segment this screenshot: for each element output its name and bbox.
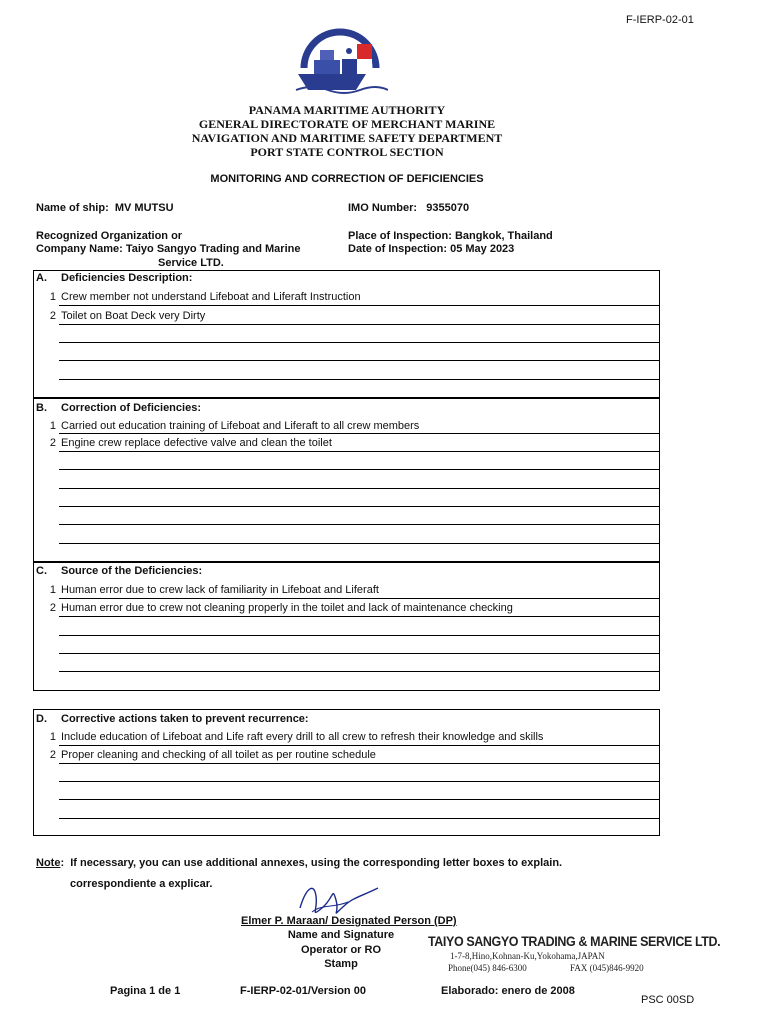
company-label: Company Name: (36, 243, 123, 255)
section-a-title: Deficiencies Description: (61, 272, 193, 284)
stamp-fax: FAX (045)846-9920 (570, 963, 644, 973)
section-d-line (59, 763, 660, 764)
section-c-line (59, 653, 660, 654)
company-row (36, 243, 300, 255)
section-b-line (59, 451, 660, 452)
section-b-item-2-text: Engine crew replace defective valve and clean the toilet (61, 437, 332, 449)
ship-name-row (36, 202, 174, 214)
header-line1: PANAMA MARITIME AUTHORITY (248, 103, 446, 117)
section-d-item-2-num: 2 (49, 749, 56, 761)
panama-maritime-logo (292, 28, 388, 98)
date-label: Date of Inspection: (348, 243, 448, 255)
header-line4: PORT STATE CONTROL SECTION (250, 145, 444, 159)
section-b-item-1-num: 1 (49, 420, 56, 432)
section-a-line (59, 305, 660, 306)
section-b-line (59, 506, 660, 507)
section-c-item-2-num: 2 (49, 602, 56, 614)
section-c-item-1-text: Human error due to crew lack of familiarity in Lifeboat and Liferaft (61, 584, 379, 596)
company-value: Taiyo Sangyo Trading and Marine (125, 243, 301, 255)
section-b-title: Correction of Deficiencies: (61, 402, 201, 414)
section-a-letter: A. (36, 272, 47, 284)
signatory-name: Elmer P. Maraan/ Designated Person (DP) (241, 915, 457, 927)
section-d-line (59, 745, 660, 746)
section-b-line (59, 433, 660, 434)
section-c-title: Source of the Deficiencies: (61, 565, 203, 577)
place-row (348, 230, 553, 242)
section-b-line (59, 469, 660, 470)
section-c-letter: C. (36, 565, 47, 577)
section-a-line (59, 324, 660, 325)
company-stamp (428, 934, 721, 976)
section-a-item-2-num: 2 (49, 310, 56, 322)
section-d-title: Corrective actions taken to prevent recurrence: (61, 713, 309, 725)
section-d-letter: D. (36, 713, 47, 725)
section-d-line (59, 818, 660, 819)
stamp-company: TAIYO SANGYO TRADING & MARINE SERVICE LTD. (428, 934, 721, 950)
section-c-item-1-num: 1 (49, 584, 56, 596)
section-b-letter: B. (36, 402, 47, 414)
place-label: Place of Inspection: (348, 230, 452, 242)
note-row: Note: If necessary, you can use additional annexes, using the corresponding letter boxes to explain. (36, 857, 563, 869)
section-d-item-1-num: 1 (49, 731, 56, 743)
note-text: If necessary, you can use additional annexes, using the corresponding letter boxes to explain. (70, 857, 563, 869)
section-c-line (59, 598, 660, 599)
note-text-2: correspondiente a explicar. (70, 878, 213, 890)
ship-name-value: MV MUTSU (114, 202, 174, 214)
footer-page: Pagina 1 de 1 (110, 985, 181, 997)
date-value: 05 May 2023 (450, 243, 515, 255)
footer-elaborado: Elaborado: enero de 2008 (441, 985, 575, 997)
imo-label: IMO Number: (348, 202, 418, 214)
section-b-line (59, 524, 660, 525)
section-d-box (33, 709, 660, 836)
section-a-item-2-text: Toilet on Boat Deck very Dirty (61, 310, 206, 322)
section-c-line (59, 635, 660, 636)
section-b-item-2-num: 2 (49, 437, 56, 449)
signature-line2: Operator or RO (300, 944, 382, 956)
section-a-item-1-text: Crew member not understand Lifeboat and Liferaft Instruction (61, 291, 361, 303)
company-value-2: Service LTD. (158, 257, 224, 269)
section-a-item-1-num: 1 (49, 291, 56, 303)
section-a-line (59, 379, 660, 380)
section-d-line (59, 781, 660, 782)
signature-line3: Stamp (324, 958, 358, 970)
section-a-line (59, 342, 660, 343)
section-b-line (59, 543, 660, 544)
footer-code: PSC 00SD (641, 994, 695, 1006)
section-a-line (59, 360, 660, 361)
signature-line1: Name and Signature (287, 929, 395, 941)
stamp-phone: Phone(045) 846-6300 (448, 963, 527, 973)
place-value: Bangkok, Thailand (454, 230, 553, 242)
section-d-item-2-text: Proper cleaning and checking of all toilet as per routine schedule (61, 749, 376, 761)
section-d-item-1-text: Include education of Lifeboat and Life raft every drill to all crew to refresh their knowledge and skills (61, 731, 544, 743)
ro-label: Recognized Organization or (36, 230, 183, 242)
stamp-address: 1-7-8,Hino,Kohnan-Ku,Yokohama,JAPAN (450, 951, 605, 961)
imo-row (348, 202, 469, 214)
note-label: Note (36, 857, 61, 869)
authority-header (0, 103, 694, 159)
form-title: MONITORING AND CORRECTION OF DEFICIENCIES (210, 173, 484, 185)
footer-version: F-IERP-02-01/Version 00 (240, 985, 366, 997)
section-d-line (59, 799, 660, 800)
imo-value: 9355070 (426, 202, 470, 214)
date-row (348, 243, 514, 255)
section-b-line (59, 488, 660, 489)
section-c-line (59, 616, 660, 617)
ship-name-label: Name of ship: (36, 202, 109, 214)
header-line3: NAVIGATION AND MARITIME SAFETY DEPARTMENT (191, 131, 503, 145)
section-c-item-2-text: Human error due to crew not cleaning properly in the toilet and lack of maintenance checking (61, 602, 513, 614)
form-code: F-IERP-02-01 (626, 14, 694, 26)
section-c-line (59, 671, 660, 672)
header-line2: GENERAL DIRECTORATE OF MERCHANT MARINE (198, 117, 496, 131)
section-b-item-1-text: Carried out education training of Lifeboat and Liferaft to all crew members (61, 420, 420, 432)
